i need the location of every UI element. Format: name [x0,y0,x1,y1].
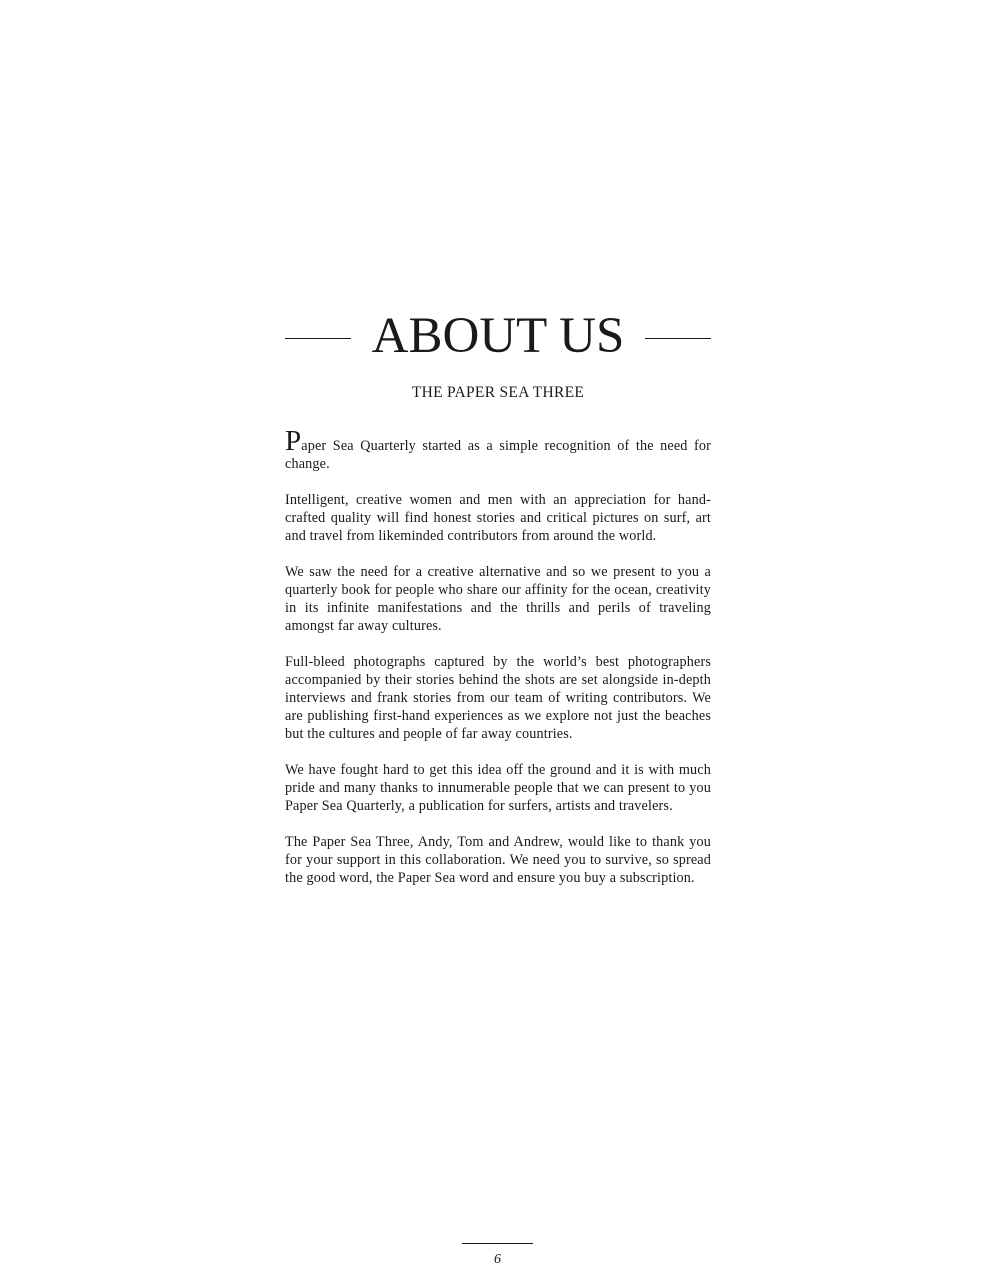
page-subtitle: THE PAPER SEA THREE [411,384,585,401]
paragraph-1 [285,425,711,473]
title-row [285,306,711,366]
title-left-rule [285,338,351,339]
title-right-rule [645,338,711,339]
drop-cap: P [285,425,302,457]
paragraph-1-text: aper Sea Quarterly started as a simple recognition of the need for change. [285,438,711,472]
article-body [285,425,711,905]
page-number: 6 [494,1252,501,1267]
paragraph-5: We have fought hard to get this idea off the ground and it is with much pride and many thanks to innumerable people that we can present to you Paper Sea Quarterly, a publication for surfers, artists and travelers. [285,762,711,814]
page-title: ABOUT US [371,308,625,364]
paragraph-2: Intelligent, creative women and men with an appreciation for hand-crafted quality will find honest stories and critical pictures on surf, art and travel from likeminded contributors from around the world. [285,492,711,544]
footer-rule [462,1243,533,1244]
paragraph-6: The Paper Sea Three, Andy, Tom and Andrew, would like to thank you for your support in this collaboration. We need you to survive, so spread the good word, the Paper Sea word and ensure you buy a subscription. [285,834,711,886]
paragraph-3: We saw the need for a creative alternative and so we present to you a quarterly book for people who share our affinity for the ocean, creativity in its infinite manifestations and the thrills and perils of traveling amongst far away cultures. [285,564,711,634]
paragraph-4: Full-bleed photographs captured by the world’s best photographers accompanied by their stories behind the shots are set alongside in-depth interviews and frank stories from our team of writing contributors. We are publishing first-hand experiences as we explore not just the beaches but the cultures and people of far away countries. [285,654,711,742]
